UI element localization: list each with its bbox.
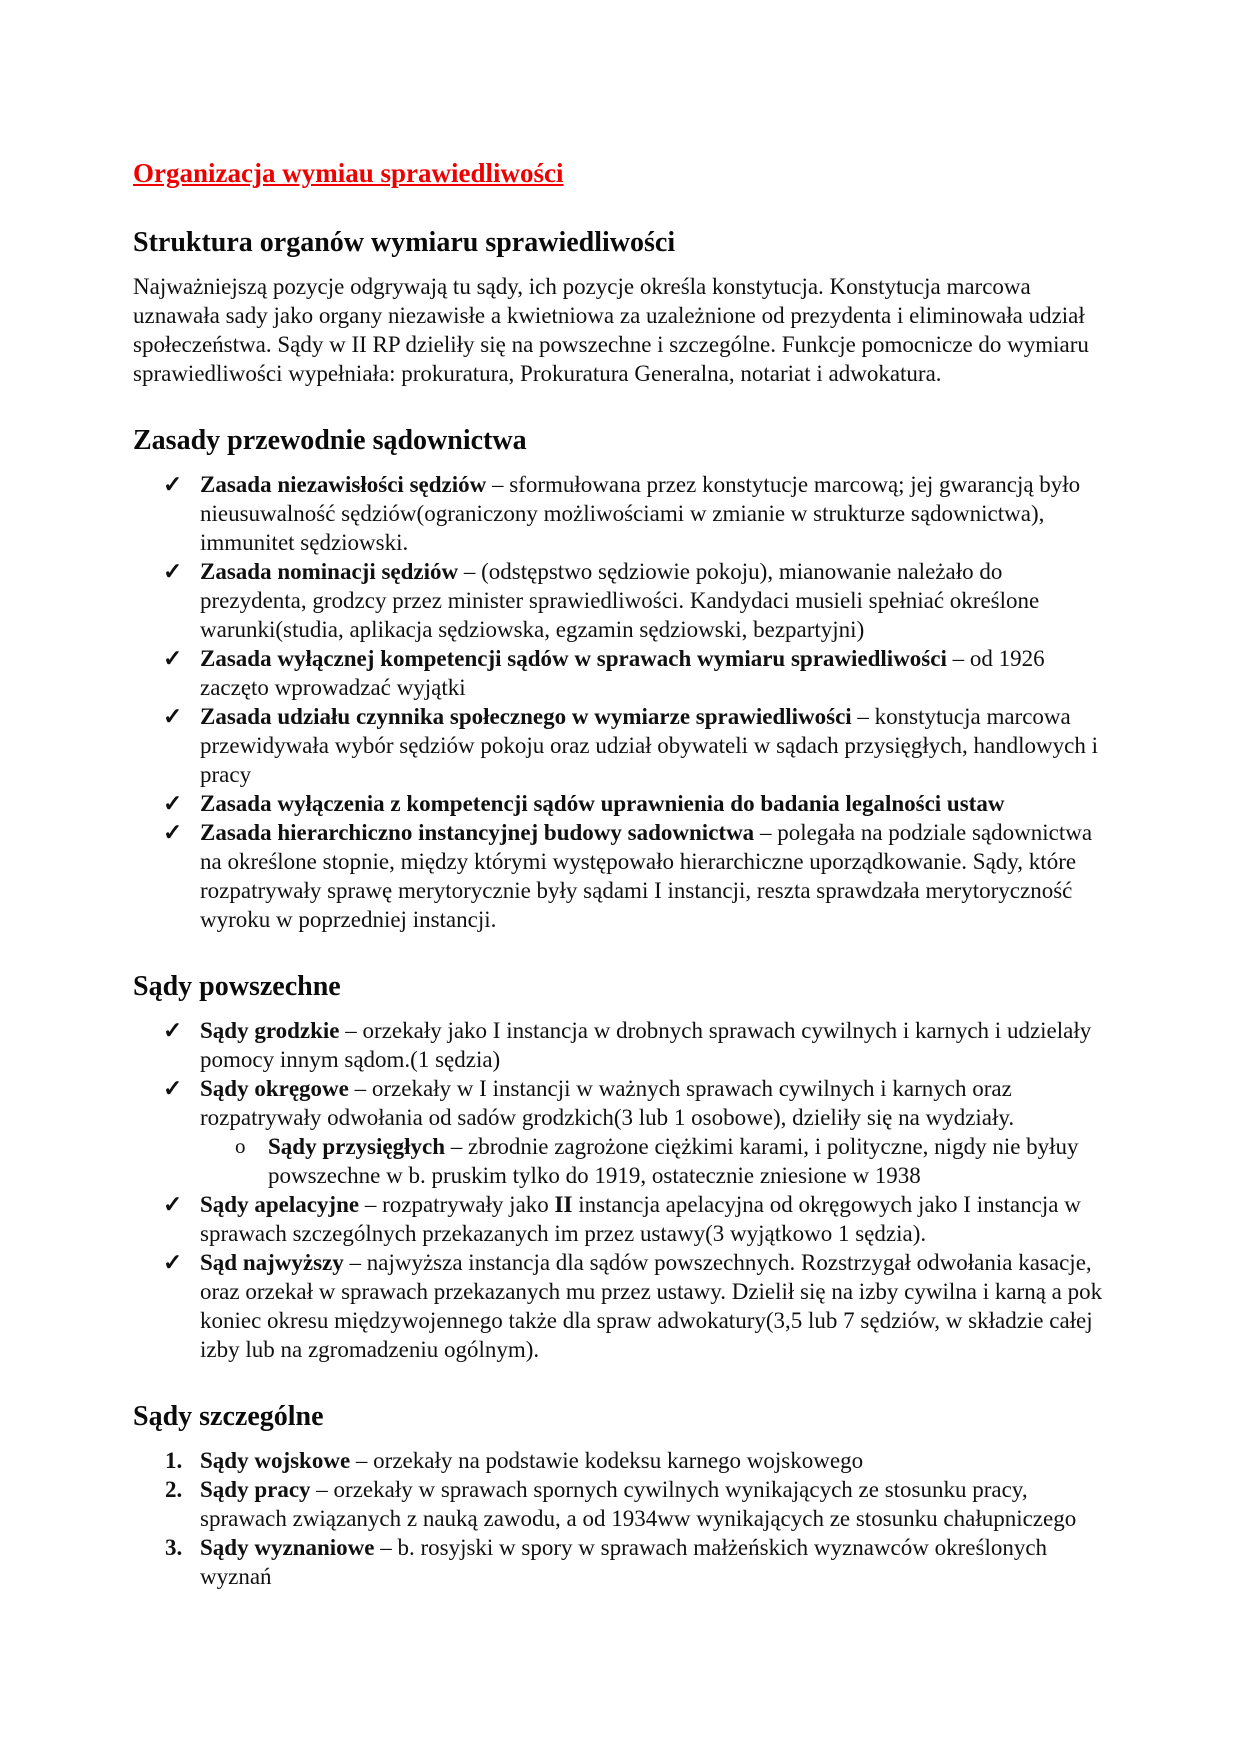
list-item-lead: Sądy wyznaniowe bbox=[200, 1535, 375, 1560]
intro-paragraph: Najważniejszą pozycje odgrywają tu sądy, ich pozycje określa konstytucja. Konstytucja marcowa uznawała sady jako organy niezawisłe a kwietniowa za uzależnione od prezydenta i eliminowała udział społeczeństwa. Sądy w II RP dzieliły się na powszechne i szczególne. Funkcje pomocnicze do wymiaru sprawiedliwości wypełniała: prokuratura, Prokuratura Generalna, notariat i adwokatura. bbox=[133, 274, 1089, 386]
list-item bbox=[133, 470, 1112, 557]
section-heading-struktura: Struktura organów wymiaru sprawiedliwości bbox=[133, 227, 676, 258]
list-item bbox=[133, 557, 1112, 644]
list-item-lead: Sądy okręgowe bbox=[200, 1076, 349, 1101]
list-number: 3. bbox=[165, 1535, 183, 1560]
list-item-lead: Zasada hierarchiczno instancyjnej budowy sadownictwa bbox=[200, 820, 755, 845]
list-item bbox=[133, 818, 1112, 934]
checkmark-bullet: ✓ bbox=[163, 1192, 183, 1217]
list-number: 1. bbox=[165, 1448, 183, 1473]
list-item bbox=[133, 1475, 1112, 1533]
list-item-lead: Zasada wyłączenia z kompetencji sądów uprawnienia do badania legalności ustaw bbox=[200, 791, 1005, 816]
page-title: Organizacja wymiau sprawiedliwości bbox=[133, 158, 564, 188]
checkmark-bullet: ✓ bbox=[163, 472, 183, 497]
list-item-bold-inline: II bbox=[554, 1192, 573, 1217]
section-heading-zasady: Zasady przewodnie sądownictwa bbox=[133, 425, 527, 456]
checkmark-bullet: ✓ bbox=[163, 791, 183, 816]
checkmark-bullet: ✓ bbox=[163, 704, 183, 729]
list-item-lead: Zasada nominacji sędziów bbox=[200, 559, 459, 584]
list-item-lead: Zasada niezawisłości sędziów bbox=[200, 472, 487, 497]
section-heading-sady-powszechne: Sądy powszechne bbox=[133, 971, 341, 1002]
list-item-text: – rozpatrywały jako bbox=[359, 1192, 555, 1217]
checkmark-bullet: ✓ bbox=[163, 1018, 183, 1043]
list-item-lead: Sąd najwyższy bbox=[200, 1250, 344, 1275]
list-item-lead: Sądy przysięgłych bbox=[268, 1134, 445, 1159]
list-item-text: – zbrodnie zagrożone ciężkimi karami, i polityczne, nigdy nie byłuy powszechne w b. pruskim tylko do 1919, ostatecznie zniesione w 1938 bbox=[268, 1134, 1079, 1188]
circle-bullet: o bbox=[235, 1134, 246, 1158]
checkmark-bullet: ✓ bbox=[163, 559, 183, 584]
list-item-text: – orzekały jako I instancja w drobnych sprawach cywilnych i karnych i udzielały pomocy innym sądom.(1 sędzia) bbox=[200, 1018, 1092, 1072]
list-item bbox=[133, 644, 1112, 702]
zasady-list bbox=[133, 470, 1112, 934]
list-item-text: – polegała na podziale sądownictwa na określone stopnie, między którymi występowało hierarchiczne uporządkowanie. Sądy, które rozpatrywały sprawę merytorycznie były sądami I instancji, reszta sprawdzała merytoryczność wyroku w poprzedniej instancji. bbox=[200, 820, 1093, 932]
list-number: 2. bbox=[165, 1477, 183, 1502]
list-item-text: – (odstępstwo sędziowie pokoju), mianowanie należało do prezydenta, grodzcy przez minister sprawiedliwości. Kandydaci musieli spełniać określone warunki(studia, aplikacja sędziowska, egzamin sędziowski, bezpartyjni) bbox=[200, 559, 1040, 642]
list-item-text: – orzekały w sprawach spornych cywilnych wynikających ze stosunku pracy, sprawach związanych z nauką zawodu, a od 1934ww wynikających ze stosunku chałupniczego bbox=[200, 1477, 1077, 1531]
list-item bbox=[133, 1190, 1112, 1248]
list-item bbox=[133, 1074, 1112, 1132]
list-item bbox=[133, 1016, 1112, 1074]
list-item-text: instancja apelacyjna od okręgowych jako I instancja w sprawach szczególnych przekazanych im przez ustawy(3 wyjątkowo 1 sędzia). bbox=[200, 1192, 1081, 1246]
sady-szczegolne-list bbox=[133, 1446, 1112, 1591]
list-item-lead: Zasada wyłącznej kompetencji sądów w sprawach wymiaru sprawiedliwości bbox=[200, 646, 947, 671]
list-item bbox=[133, 789, 1112, 818]
list-item-text: – najwyższa instancja dla sądów powszechnych. Rozstrzygał odwołania kasacje, oraz orzekał w sprawach przekazanych mu przez ustawy. Dzielił się na izby cywilna i karną a pok koniec okresu międzywojennego także dla spraw adwokatury(3,5 lub 7 sędziów, w składzie całej izby lub na zgromadzeniu ogólnym). bbox=[200, 1250, 1103, 1362]
checkmark-bullet: ✓ bbox=[163, 1250, 183, 1275]
list-item-lead: Sądy wojskowe bbox=[200, 1448, 351, 1473]
checkmark-bullet: ✓ bbox=[163, 820, 183, 845]
checkmark-bullet: ✓ bbox=[163, 646, 183, 671]
list-item-lead: Zasada udziału czynnika społecznego w wymiarze sprawiedliwości bbox=[200, 704, 852, 729]
list-item-text: – od 1926 zaczęto wprowadzać wyjątki bbox=[200, 646, 1045, 700]
list-item-text: – b. rosyjski w spory w sprawach małżeńskich wyznawców określonych wyznań bbox=[200, 1535, 1048, 1589]
list-subitem bbox=[133, 1132, 1112, 1190]
checkmark-bullet: ✓ bbox=[163, 1076, 183, 1101]
list-item-lead: Sądy apelacyjne bbox=[200, 1192, 360, 1217]
list-item bbox=[133, 1248, 1112, 1364]
list-item-lead: Sądy pracy bbox=[200, 1477, 311, 1502]
list-item bbox=[133, 1446, 1112, 1475]
section-heading-sady-szczegolne: Sądy szczególne bbox=[133, 1401, 324, 1432]
list-item-text: – sformułowana przez konstytucje marcową; jej gwarancją było nieusuwalność sędziów(ograniczony możliwościami w zmianie w strukturze sądownictwa), immunitet sędziowski. bbox=[200, 472, 1081, 555]
list-item-text: – orzekały w I instancji w ważnych sprawach cywilnych i karnych oraz rozpatrywały odwołania od sadów grodzkich(3 lub 1 osobowe), dzieliły się na wydziały. bbox=[200, 1076, 1015, 1130]
list-item bbox=[133, 1533, 1112, 1591]
list-item-text: – konstytucja marcowa przewidywała wybór sędziów pokoju oraz udział obywateli w sądach przysięgłych, handlowych i pracy bbox=[200, 704, 1098, 787]
list-item bbox=[133, 702, 1112, 789]
sady-powszechne-list bbox=[133, 1016, 1112, 1364]
list-item-text: – orzekały na podstawie kodeksu karnego wojskowego bbox=[350, 1448, 864, 1473]
list-item-lead: Sądy grodzkie bbox=[200, 1018, 340, 1043]
